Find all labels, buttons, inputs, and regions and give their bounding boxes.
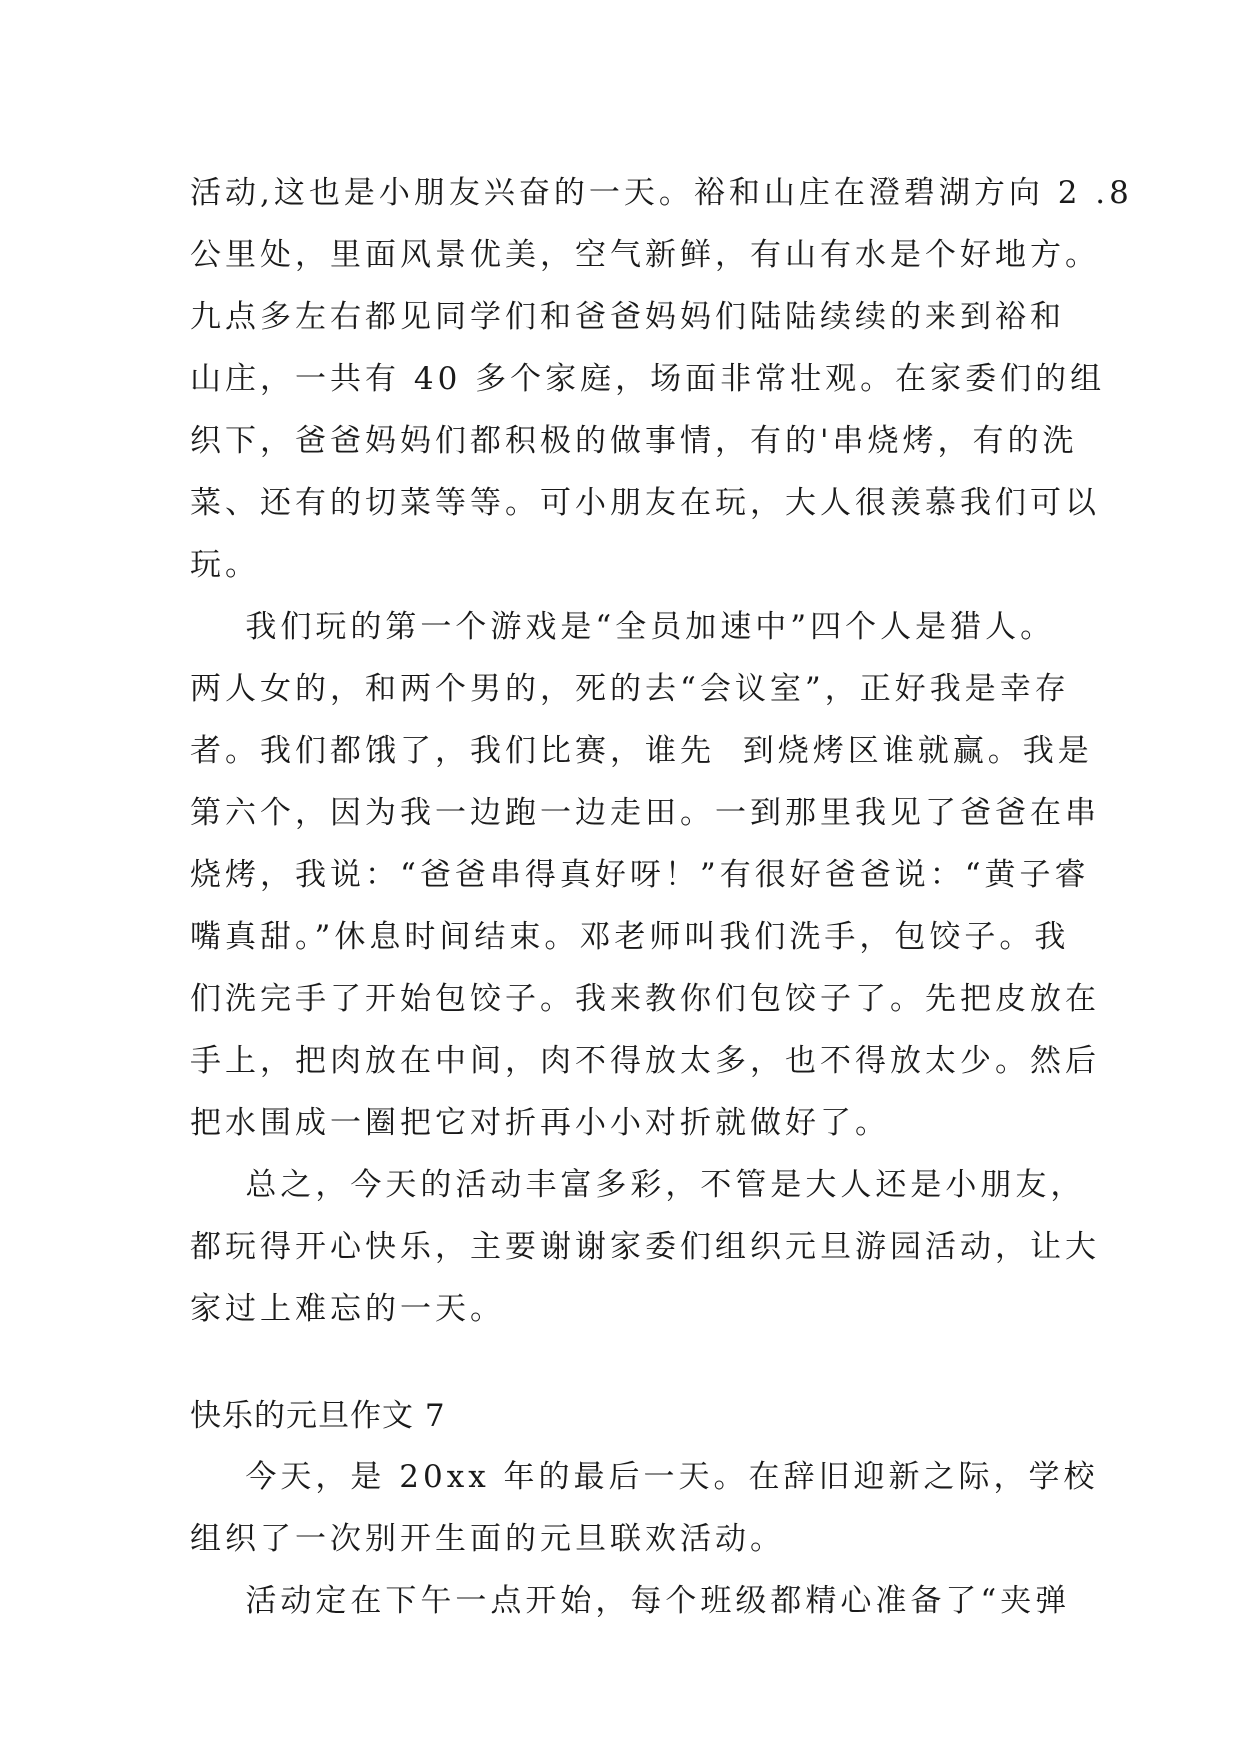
text-line: 总之，今天的活动丰富多彩，不管是大人还是小朋友，: [190, 1167, 1086, 1203]
text-line: 今天，是 20xx 年的最后一天。在辞旧迎新之际，学校: [190, 1459, 1099, 1495]
paragraph-1: [190, 162, 1133, 596]
text-line: 山庄，一共有 40 多个家庭，场面非常壮观。在家委们的组: [190, 361, 1106, 397]
paragraph-3: [190, 1154, 1100, 1340]
paragraph-5: [190, 1570, 1070, 1632]
text-line: 者。我们都饿了，我们比赛，谁先 到烧烤区谁就赢。我是: [190, 733, 1093, 769]
document-body: [190, 162, 1133, 1632]
section-heading: 快乐的元旦作文 7: [190, 1398, 446, 1434]
text-line: 我们玩的第一个游戏是“全员加速中”四个人是猎人。: [190, 609, 1056, 645]
text-line: 家过上难忘的一天。: [190, 1291, 505, 1327]
text-line: 都玩得开心快乐，主要谢谢家委们组织元旦游园活动，让大: [190, 1229, 1100, 1265]
paragraph-4: [190, 1446, 1099, 1570]
text-line: 菜、还有的切菜等等。可小朋友在玩，大人很羡慕我们可以: [190, 485, 1100, 521]
text-line: 两人女的，和两个男的，死的去“会议室”，正好我是幸存: [190, 671, 1070, 707]
text-line: 活动定在下午一点开始，每个班级都精心准备了“夹弹: [190, 1583, 1071, 1619]
paragraph-2: [190, 596, 1100, 1154]
text-line: 公里处，里面风景优美，空气新鲜，有山有水是个好地方。: [190, 237, 1100, 273]
text-line: 手上，把肉放在中间，肉不得放太多，也不得放太少。然后: [190, 1043, 1100, 1079]
text-line: 们洗完手了开始包饺子。我来教你们包饺子了。先把皮放在: [190, 981, 1100, 1017]
text-line: 组织了一次别开生面的元旦联欢活动。: [190, 1521, 785, 1557]
text-line: 第六个，因为我一边跑一边走田。一到那里我见了爸爸在串: [190, 795, 1100, 831]
text-line: 把水围成一圈把它对折再小小对折就做好了。: [190, 1105, 890, 1141]
text-line: 玩。: [190, 547, 260, 583]
text-line: 烧烤，我说：“爸爸串得真好呀！”有很好爸爸说：“黄子睿: [190, 857, 1090, 893]
text-line: 活动,这也是小朋友兴奋的一天。裕和山庄在澄碧湖方向 2 .8: [190, 175, 1133, 211]
text-line: 嘴真甜。”休息时间结束。邓老师叫我们洗手，包饺子。我: [190, 919, 1070, 955]
section-spacer: [190, 1340, 1070, 1386]
text-line: 九点多左右都见同学们和爸爸妈妈们陆陆续续的来到裕和: [190, 299, 1065, 335]
text-line: 织下，爸爸妈妈们都积极的做事情，有的'串烧烤，有的洗: [190, 423, 1078, 459]
